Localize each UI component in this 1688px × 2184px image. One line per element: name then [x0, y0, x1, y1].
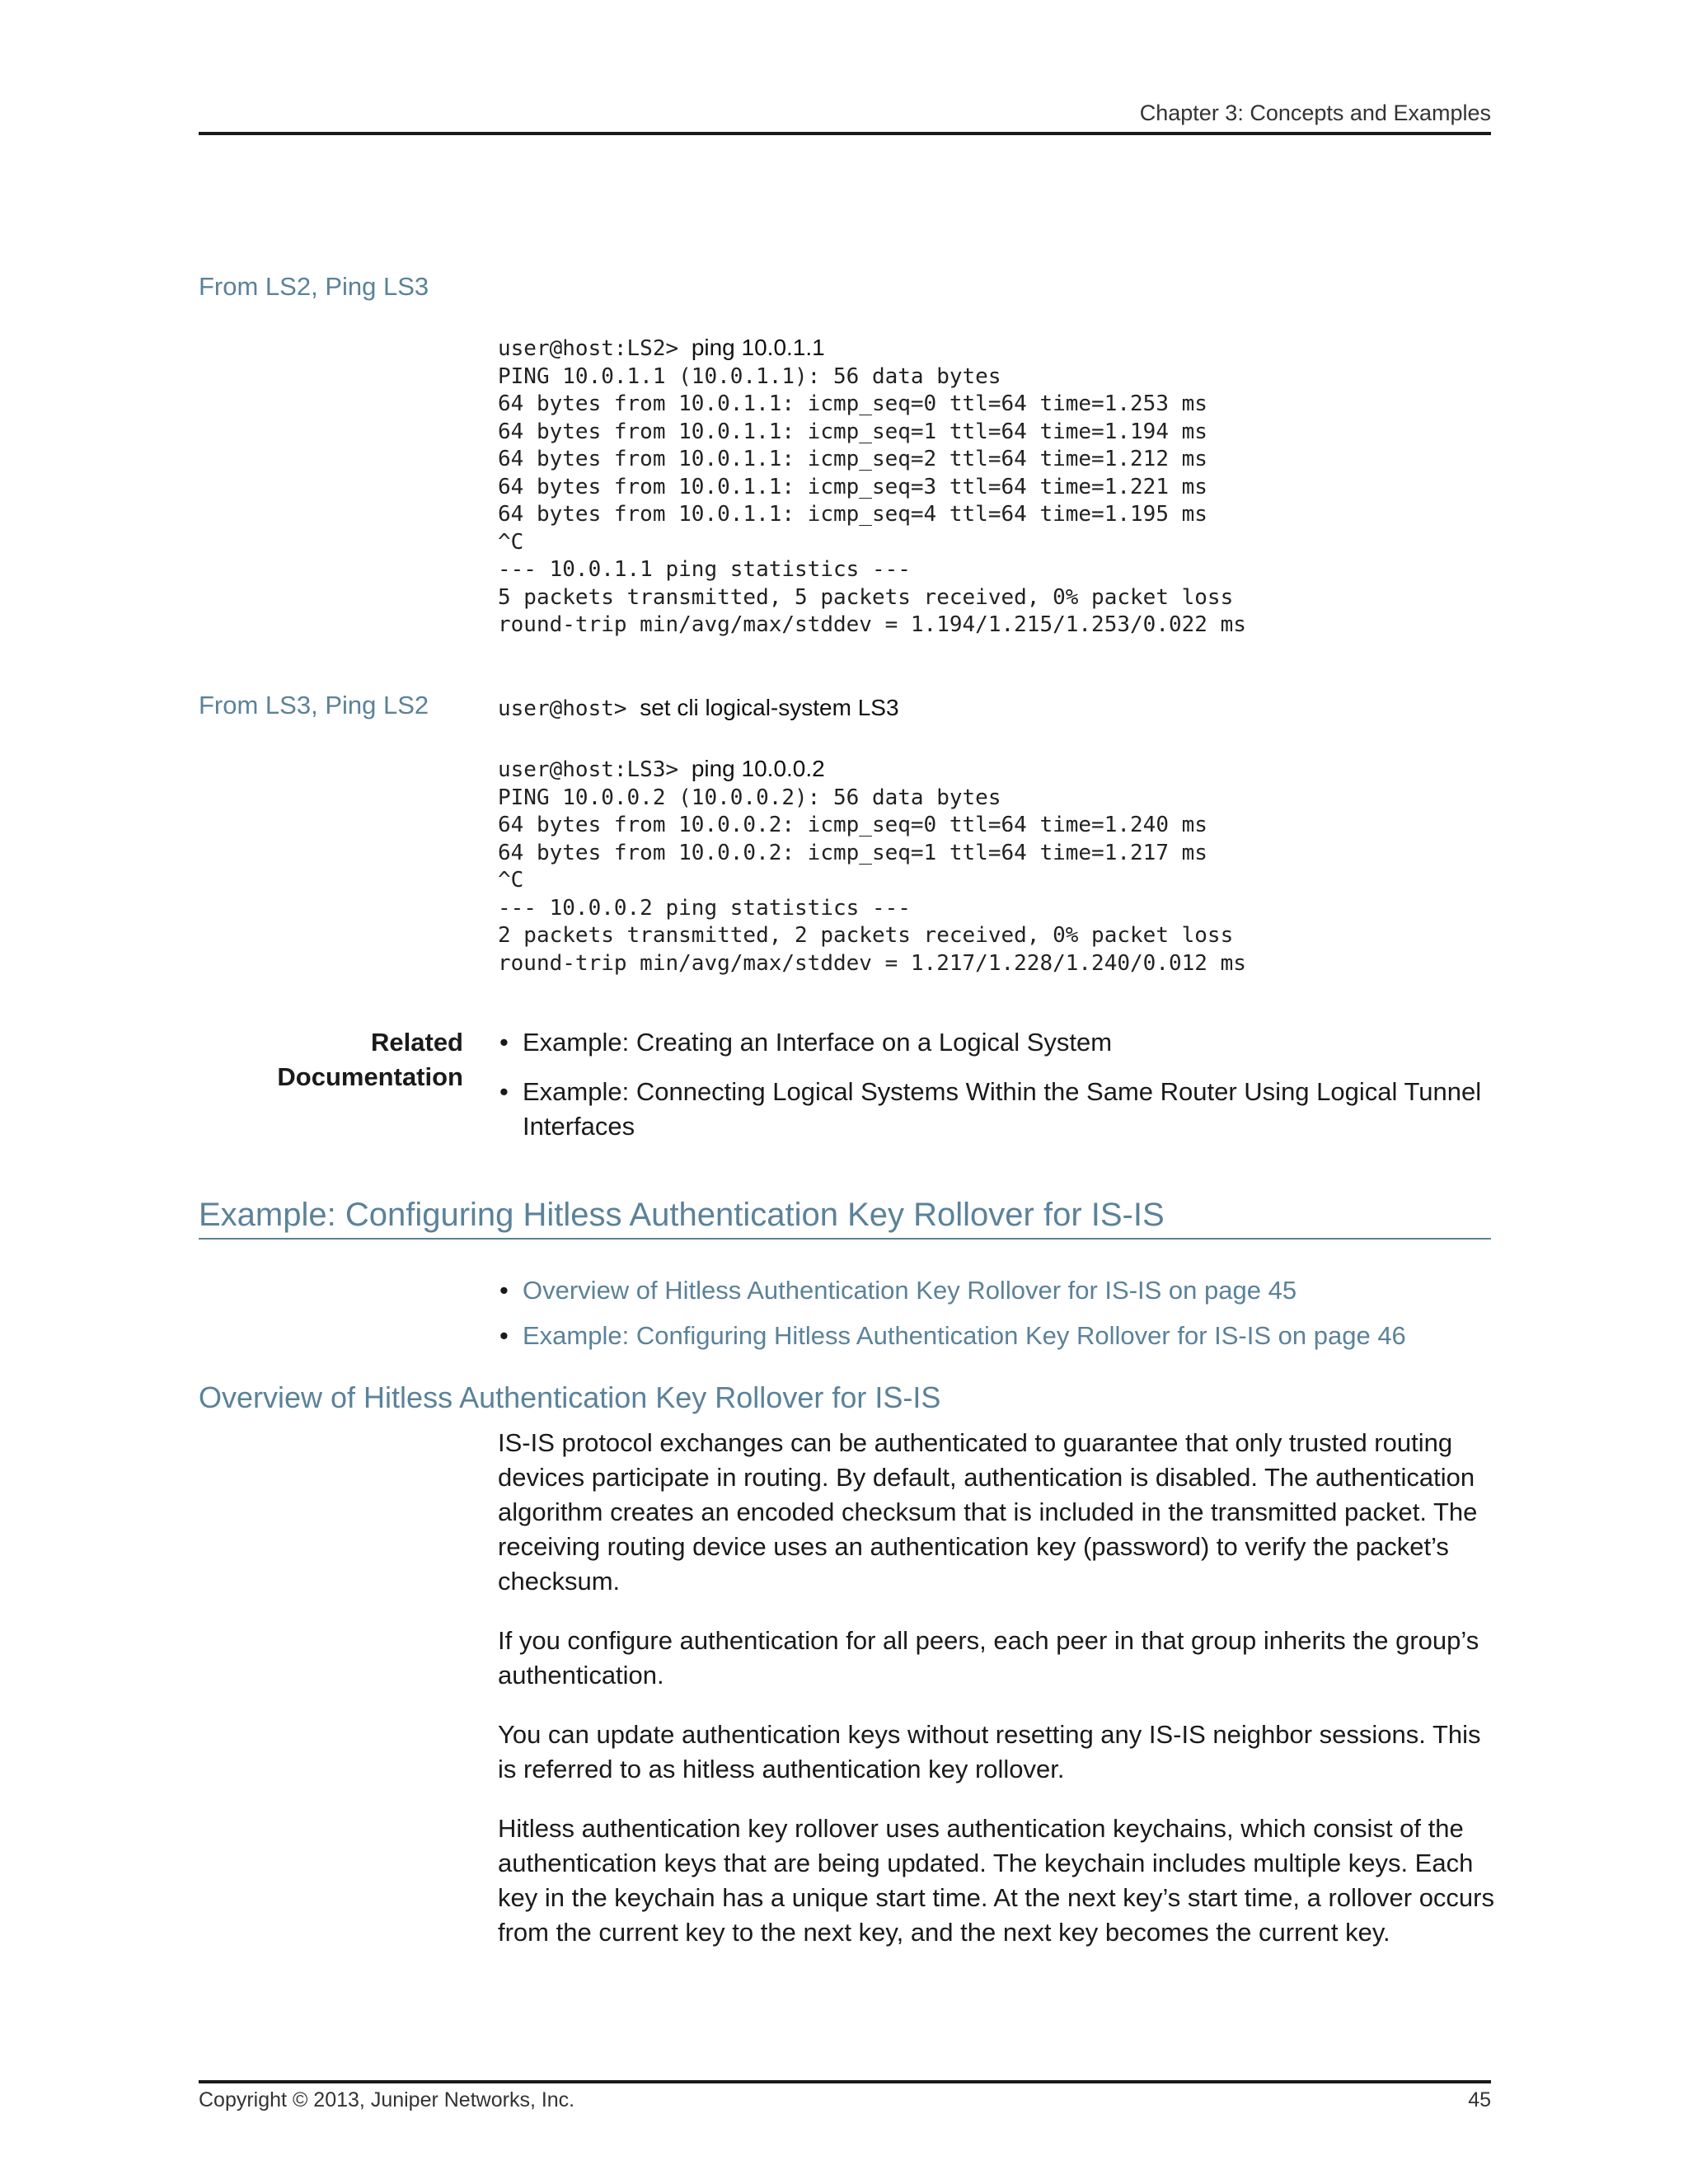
cli-command: ping 10.0.0.2 [691, 756, 825, 781]
header-rule [199, 132, 1491, 135]
body-paragraph: If you configure authentication for all peers, each peer in that group inherits the group’s authentication. [498, 1626, 1479, 1690]
related-doc-item[interactable]: • Example: Connecting Logical Systems Within the Same Router Using Logical Tunnel Interfaces [498, 1075, 1495, 1144]
cli-prompt: user@host:LS3> [498, 757, 679, 782]
related-documentation-label: Related Documentation [277, 1028, 463, 1091]
footer-page-number: 45 [1468, 2088, 1491, 2111]
cli-output: PING 10.0.1.1 (10.0.1.1): 56 data bytes 64 bytes from 10.0.1.1: icmp_seq=0 ttl=64 time=1.253 ms 64 bytes from 10.0.1.1: icmp_seq=1 ttl=64 time=1.194 ms 64 bytes from 10.0.1.1: icmp_seq=2 ttl=64 time=1.212 ms 64 bytes from 10.0.1.1: icmp_seq=3 ttl=64 time=1.221 ms 64 bytes from 10.0.1.1: icmp_seq=4 ttl=64 time=1.195 ms ^C --- 10.0.1.1 ping statistics --- 5 packets transmitted, 5 packets received, 0% packet loss round-trip min/avg/max/stddev = 1.194/1.215/1.253/0.022 ms [498, 363, 1246, 637]
cli-command: ping 10.0.1.1 [691, 335, 825, 360]
footer-copyright: Copyright © 2013, Juniper Networks, Inc. [199, 2088, 575, 2111]
code-line-set-cli [498, 694, 899, 724]
section-heading-example: Example: Configuring Hitless Authentication Key Rollover for IS-IS [199, 1197, 1165, 1233]
running-header: Chapter 3: Concepts and Examples [1139, 101, 1491, 125]
cli-prompt: user@host> [498, 696, 627, 721]
code-block-ls3 [498, 755, 1246, 977]
cli-command: set cli logical-system LS3 [640, 695, 899, 720]
code-block-ls2 [498, 334, 1246, 640]
subsection-heading-overview: Overview of Hitless Authentication Key Rollover for IS-IS [199, 1380, 941, 1414]
related-doc-item[interactable]: • Example: Creating an Interface on a Logical System [498, 1025, 1495, 1060]
cli-output: PING 10.0.0.2 (10.0.0.2): 56 data bytes 64 bytes from 10.0.0.2: icmp_seq=0 ttl=64 time=1.240 ms 64 bytes from 10.0.0.2: icmp_seq=1 ttl=64 time=1.217 ms ^C --- 10.0.0.2 ping statistics --- 2 packets transmitted, 2 packets received, 0% packet loss round-trip min/avg/max/stddev = 1.217/1.228/1.240/0.012 ms [498, 785, 1246, 976]
side-heading-ls3: From LS3, Ping LS2 [199, 691, 429, 719]
toc-link-overview[interactable]: • Overview of Hitless Authentication Key Rollover for IS-IS on page 45 [498, 1273, 1495, 1308]
body-paragraph: IS-IS protocol exchanges can be authenticated to guarantee that only trusted routing devices participate in routing. By default, authentication is disabled. The authentication algorithm creates an encoded checksum that is included in the transmitted packet. The receiving routing device uses an authentication key (password) to verify the packet’s checksum. [498, 1428, 1478, 1596]
side-heading-ls2: From LS2, Ping LS3 [199, 272, 429, 301]
toc-link-example[interactable]: • Example: Configuring Hitless Authentication Key Rollover for IS-IS on page 46 [498, 1319, 1495, 1353]
section-toc-links [498, 1273, 1495, 1364]
cli-prompt: user@host:LS2> [498, 336, 679, 361]
body-paragraph: Hitless authentication key rollover uses authentication keychains, which consist of the authentication keys that are being updated. The keychain includes multiple keys. Each key in the keychain has a unique start time. At the next key’s start time, a rollover occurs from the current key to the next key, and the next key becomes the current key. [498, 1814, 1494, 1947]
overview-body [498, 1426, 1495, 1975]
section-heading-rule [199, 1238, 1491, 1240]
related-documentation-list [498, 1025, 1495, 1159]
footer-rule [199, 2080, 1491, 2083]
body-paragraph: You can update authentication keys without resetting any IS-IS neighbor sessions. This is referred to as hitless authentication key rollover. [498, 1720, 1481, 1783]
